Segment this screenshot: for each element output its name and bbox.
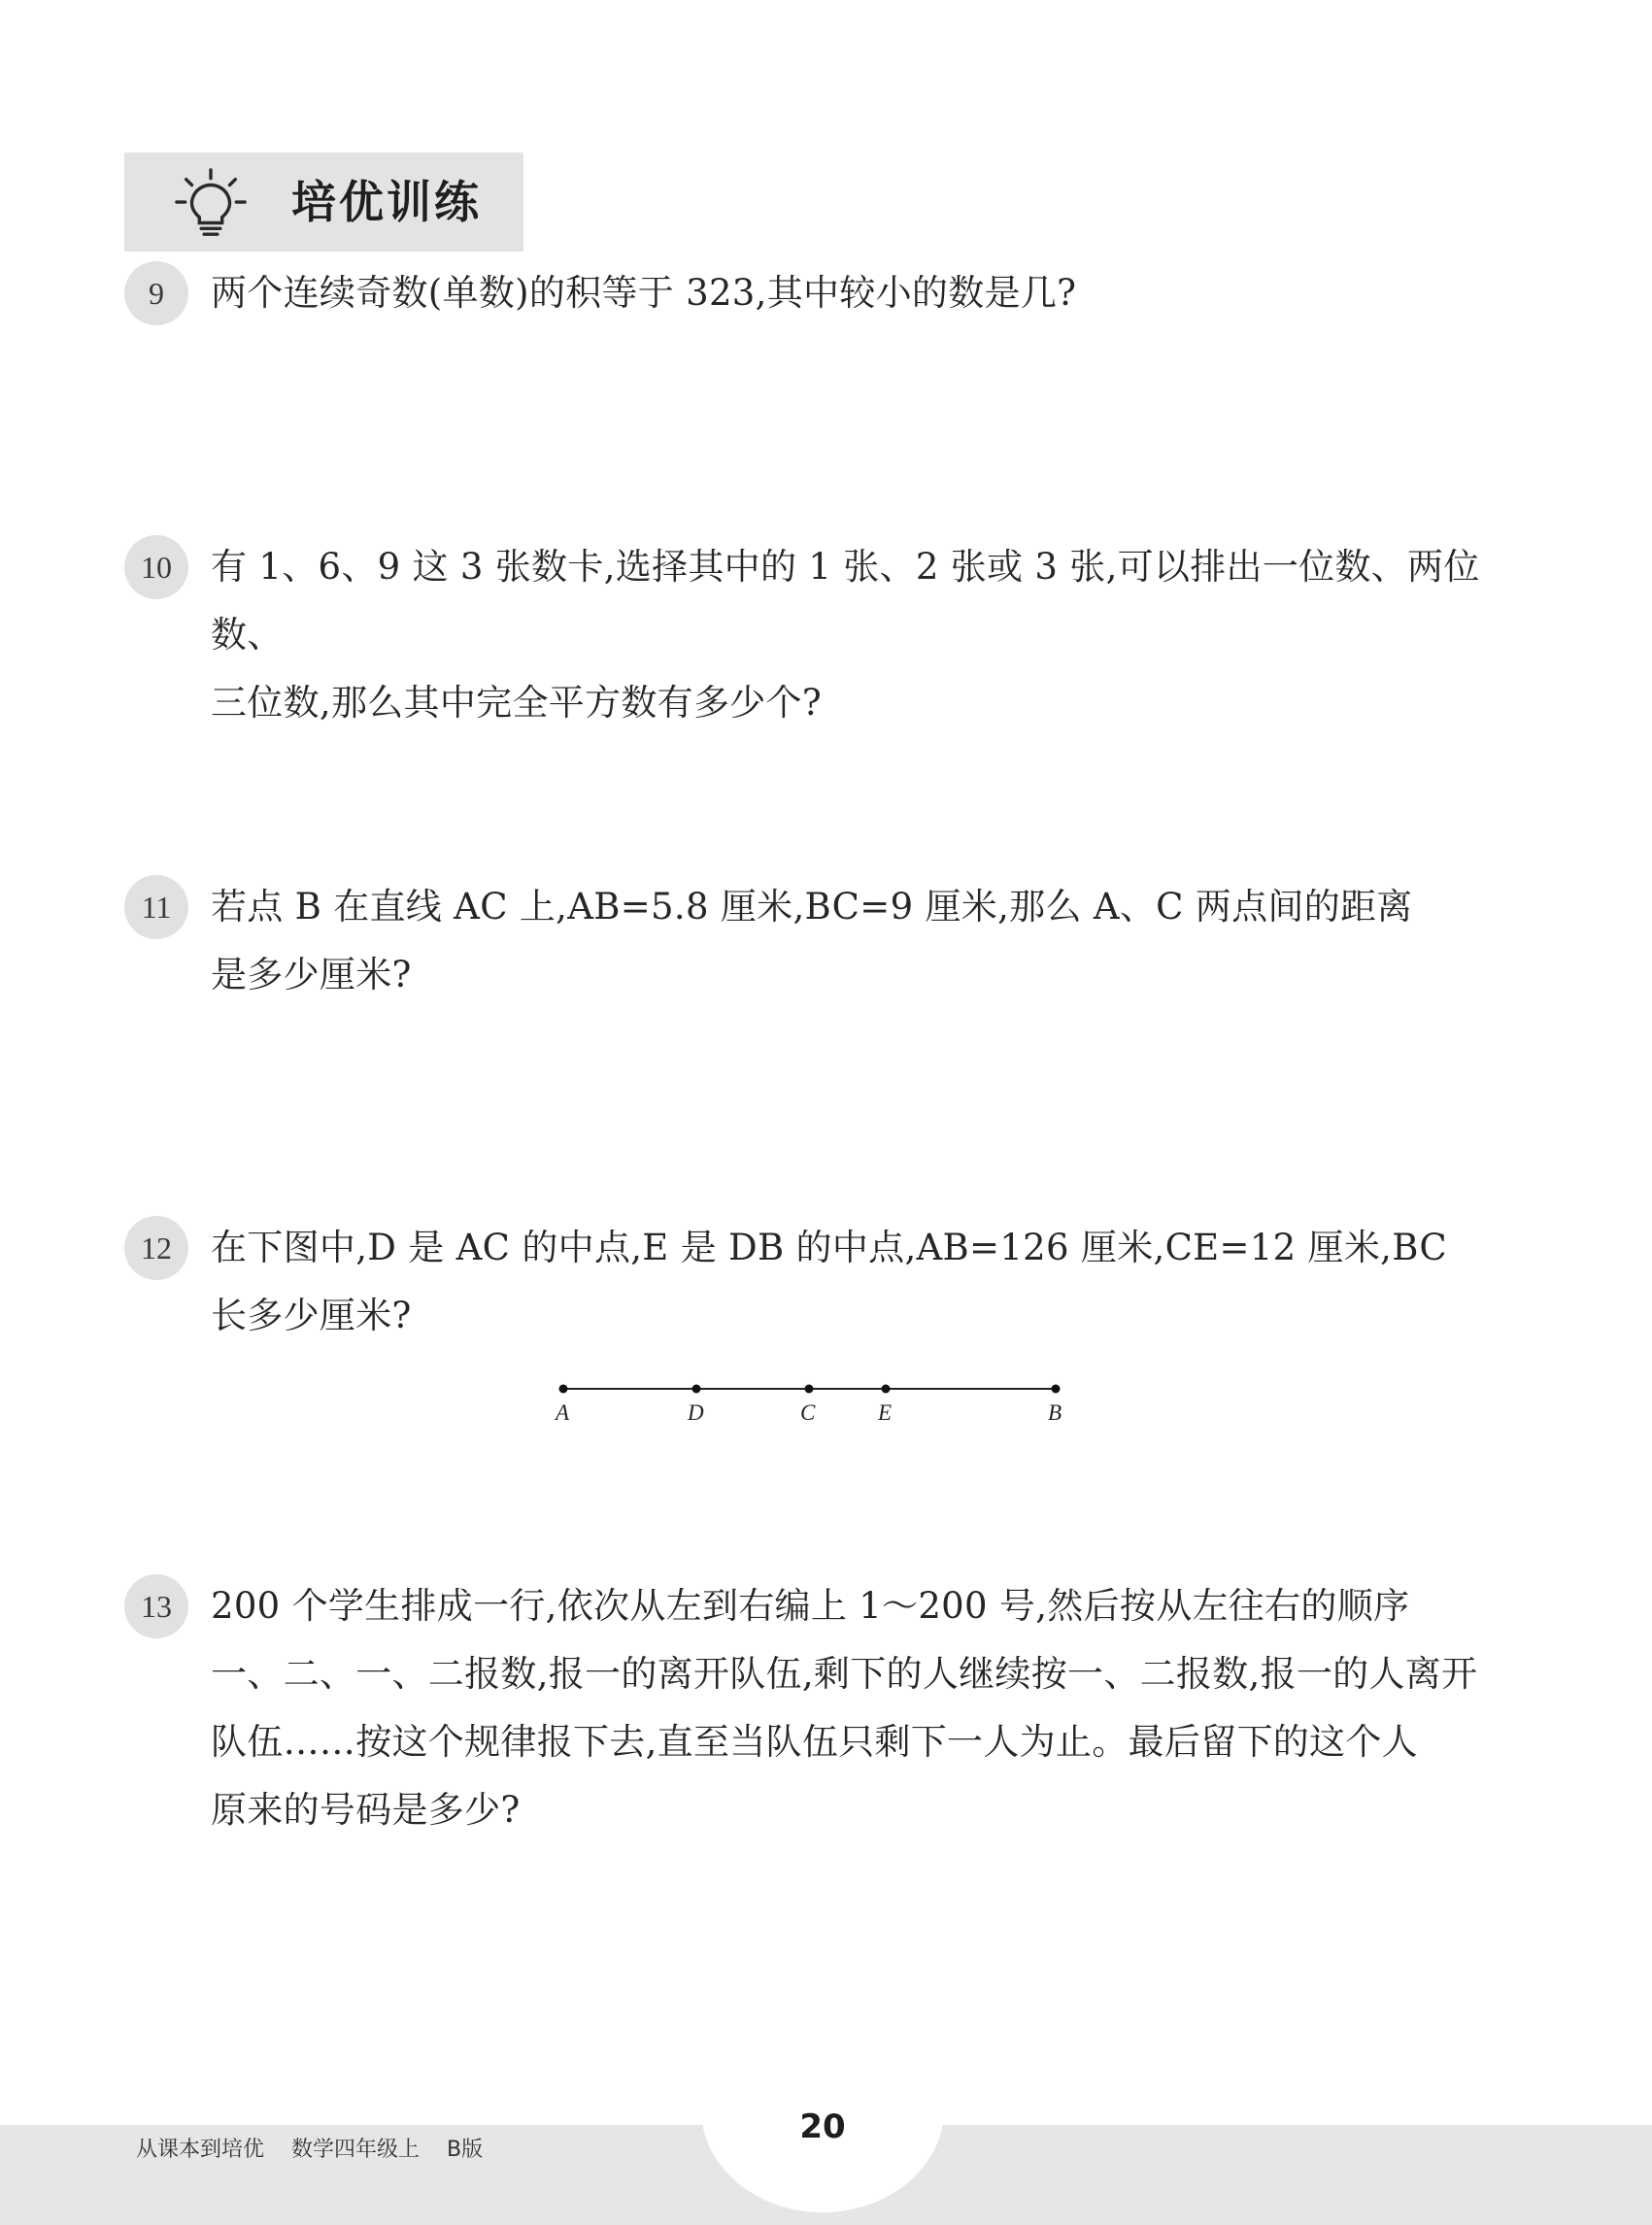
footer-book-info bbox=[136, 2133, 483, 2163]
question-text bbox=[211, 1214, 1483, 1350]
question-line: 在下图中,D 是 AC 的中点,E 是 DB 的中点,AB=126 厘米,CE=12 厘米,BC bbox=[211, 1227, 1447, 1268]
question-line: 一、二、一、二报数,报一的离开队伍,剩下的人继续按一、二报数,报一的人离开 bbox=[211, 1653, 1478, 1695]
section-header bbox=[124, 152, 523, 252]
section-title: 培优训练 bbox=[291, 176, 482, 228]
line-segment-diagram bbox=[539, 1369, 1073, 1428]
book-subject: 数学四年级上 bbox=[291, 2138, 421, 2162]
point-label: D bbox=[688, 1400, 704, 1425]
point-label: E bbox=[878, 1400, 893, 1425]
question-line: 是多少厘米? bbox=[211, 954, 412, 995]
question-line: 队伍……按这个规律报下去,直至当队伍只剩下一人为止。最后留下的这个人 bbox=[211, 1721, 1418, 1763]
question-number-badge: 11 bbox=[124, 875, 188, 939]
question-number-badge: 12 bbox=[124, 1216, 188, 1280]
question-number-badge: 9 bbox=[124, 261, 188, 325]
question-line: 若点 B 在直线 AC 上,AB=5.8 厘米,BC=9 厘米,那么 A、C 两点间的距离 bbox=[211, 886, 1413, 927]
question-line: 两个连续奇数(单数)的积等于 323,其中较小的数是几? bbox=[211, 272, 1077, 314]
point-label: B bbox=[1048, 1400, 1062, 1425]
question-line: 长多少厘米? bbox=[211, 1295, 412, 1336]
point-e-dot bbox=[882, 1385, 891, 1394]
question-line: 三位数,那么其中完全平方数有多少个? bbox=[211, 682, 822, 724]
question-text bbox=[211, 873, 1483, 1009]
book-title: 从课本到培优 bbox=[136, 2138, 265, 2162]
point-label: A bbox=[556, 1400, 570, 1425]
question-line: 200 个学生排成一行,依次从左到右编上 1～200 号,然后按从左往右的顺序 bbox=[211, 1585, 1410, 1627]
point-d-dot bbox=[692, 1385, 701, 1394]
question-line: 有 1、6、9 这 3 张数卡,选择其中的 1 张、2 张或 3 张,可以排出一位数、两位数、 bbox=[211, 546, 1480, 656]
point-b-dot bbox=[1052, 1385, 1061, 1394]
page-number: 20 bbox=[799, 2107, 846, 2146]
question-text bbox=[211, 533, 1483, 737]
question-number-badge: 10 bbox=[124, 535, 188, 599]
question-text bbox=[211, 1572, 1483, 1844]
point-a-dot bbox=[559, 1385, 568, 1394]
point-c-dot bbox=[805, 1385, 814, 1394]
question-text bbox=[211, 259, 1483, 327]
question-line: 原来的号码是多少? bbox=[211, 1789, 521, 1831]
question-number-badge: 13 bbox=[124, 1574, 188, 1638]
book-edition: B版 bbox=[447, 2138, 484, 2162]
lightbulb-icon bbox=[173, 166, 249, 242]
point-label: C bbox=[800, 1400, 816, 1425]
